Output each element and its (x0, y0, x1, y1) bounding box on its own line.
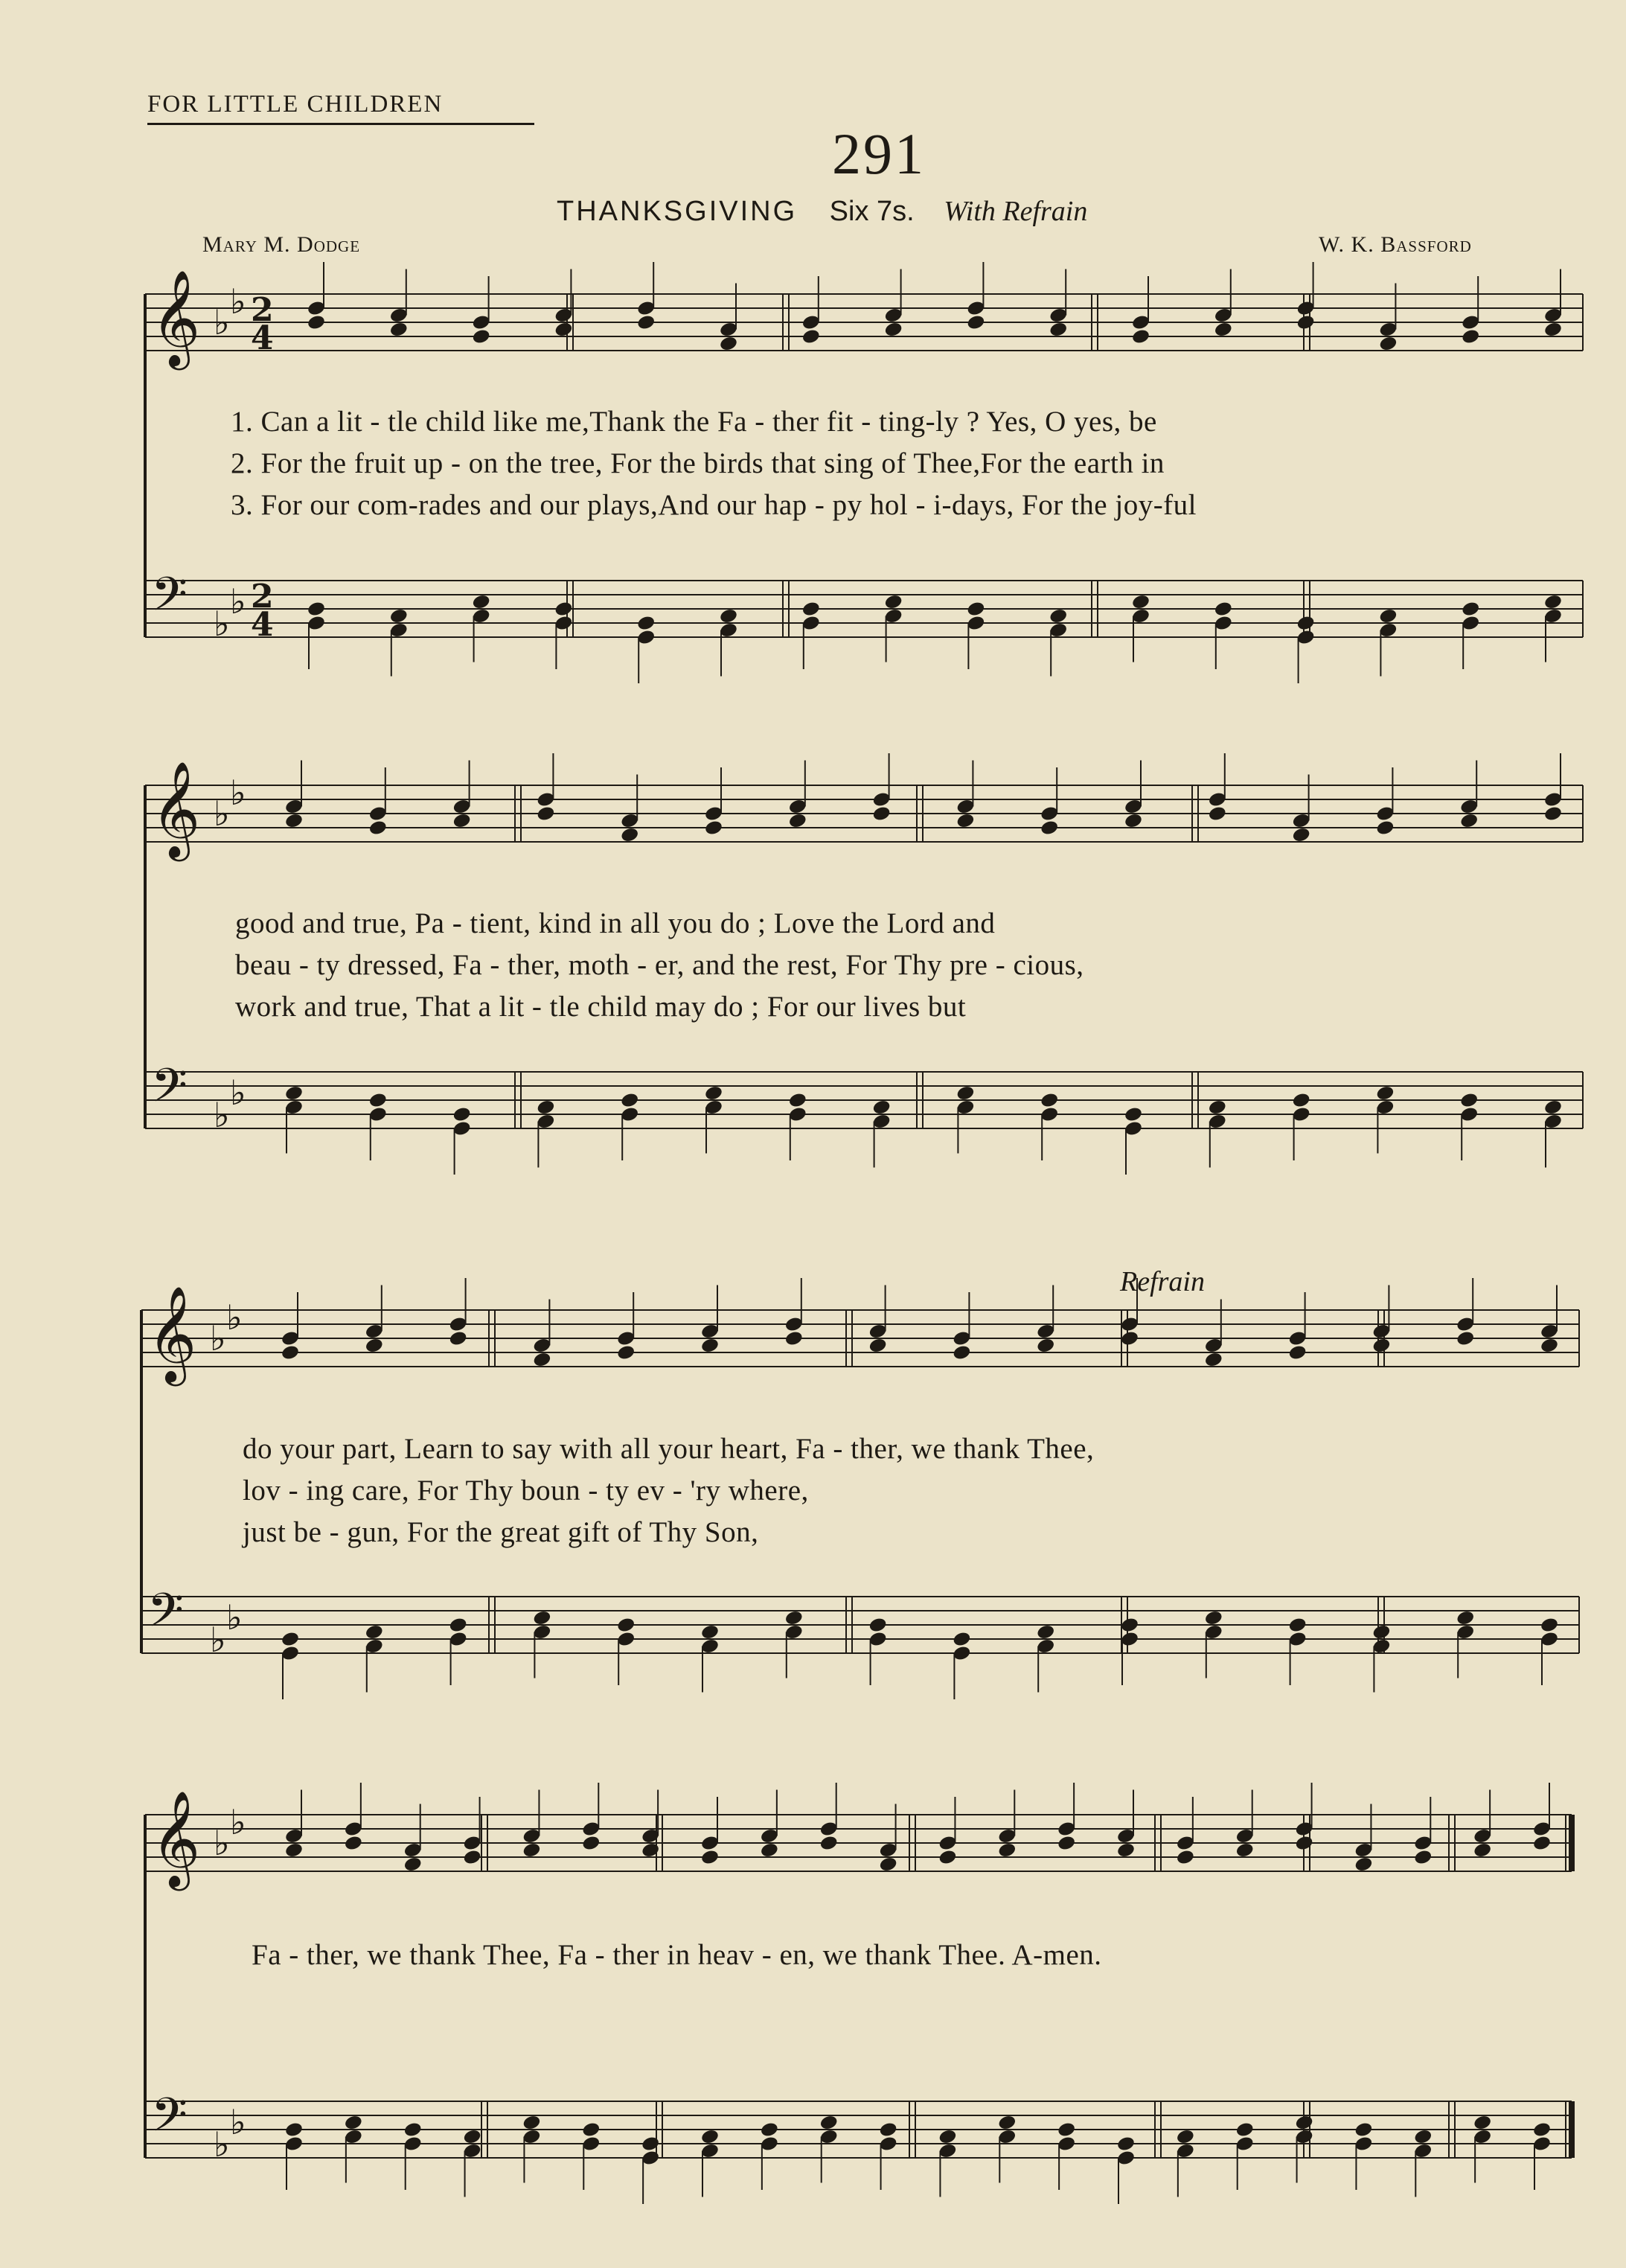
note-head (1131, 328, 1150, 345)
bass-clef: 𝄢 (151, 566, 188, 633)
note-head (1040, 820, 1059, 837)
note-head (956, 1085, 975, 1102)
note-head (872, 805, 892, 822)
note-head (281, 1344, 300, 1361)
note-head (788, 1092, 807, 1109)
note-head (1532, 2121, 1552, 2138)
note-head (1040, 1092, 1059, 1109)
lyric-line: good and true, Pa - tient, kind in all you do ; Love the Lord and (235, 907, 996, 939)
note-head (284, 2121, 304, 2138)
note-head (620, 826, 639, 843)
note-head (878, 1856, 897, 1873)
note-head (1288, 1617, 1307, 1634)
lyric-line: beau - ty dressed, Fa - ther, moth - er, and the rest, For Thy pre - cious, (235, 949, 1084, 981)
note-head (700, 2128, 720, 2145)
note-head (365, 1623, 384, 1641)
note-head (1294, 1835, 1313, 1852)
note-head (462, 1849, 481, 1866)
note-head (868, 1337, 888, 1354)
note-head (1459, 1092, 1479, 1109)
note-head (1288, 1344, 1307, 1361)
note-head (532, 1609, 551, 1626)
note-head (452, 1106, 472, 1123)
note-head (307, 601, 326, 618)
note-head (536, 1099, 555, 1116)
refrain-note: With Refrain (944, 196, 1088, 227)
note-head (1296, 314, 1316, 331)
note-head (1049, 607, 1068, 625)
note-head (389, 321, 409, 338)
note-head (1473, 2114, 1492, 2131)
note-head (449, 1617, 468, 1634)
note-head (1543, 321, 1563, 338)
note-head (472, 593, 491, 610)
lyric-line: 1. Can a lit - tle child like me,Thank the Fa - ther fit - ting-ly ? Yes, O yes, be (231, 406, 1157, 438)
note-head (1371, 1623, 1391, 1641)
note-head (1204, 1351, 1223, 1368)
composer: W. K. Bassford (1319, 232, 1472, 257)
note-head (403, 2121, 423, 2138)
note-head (1214, 321, 1233, 338)
note-head (997, 2114, 1017, 2131)
key-signature-flat: ♭ (230, 2102, 246, 2142)
note-head (1378, 607, 1398, 625)
note-head (1540, 1337, 1559, 1354)
note-head (365, 1337, 384, 1354)
note-head (704, 1085, 723, 1102)
note-head (616, 1344, 636, 1361)
note-head (784, 1330, 804, 1347)
treble-clef: 𝄞 (147, 1285, 197, 1382)
note-head (966, 601, 985, 618)
bass-clef: 𝄢 (151, 1058, 188, 1124)
note-head (1543, 1099, 1563, 1116)
note-head (801, 328, 821, 345)
key-signature-flat: ♭ (226, 1297, 243, 1338)
key-signature-flat: ♭ (210, 1620, 226, 1660)
note-head (956, 812, 975, 829)
note-head (1131, 593, 1150, 610)
section-heading: FOR LITTLE CHILDREN (147, 91, 534, 125)
note-head (1354, 1856, 1373, 1873)
note-head (1120, 1617, 1139, 1634)
note-head (1036, 1623, 1055, 1641)
key-signature-flat: ♭ (210, 1318, 226, 1358)
note-head (1214, 601, 1233, 618)
note-head (872, 1099, 892, 1116)
key-signature-flat: ♭ (214, 604, 230, 644)
note-head (1375, 1085, 1395, 1102)
note-head (719, 607, 738, 625)
note-head (1292, 1092, 1311, 1109)
note-head (760, 1841, 779, 1859)
note-head (522, 1841, 541, 1859)
note-head (1176, 1849, 1195, 1866)
note-head (1413, 1849, 1433, 1866)
note-head (700, 1849, 720, 1866)
note-head (284, 1085, 304, 1102)
note-head (1124, 812, 1143, 829)
bass-clef: 𝄢 (151, 2087, 188, 2153)
note-head (1208, 805, 1227, 822)
note-head (1371, 1337, 1391, 1354)
key-signature-flat: ♭ (226, 1597, 243, 1638)
note-head (641, 1841, 660, 1859)
note-head (784, 1609, 804, 1626)
note-head (1375, 820, 1395, 837)
tune-name: THANKSGIVING (557, 196, 798, 227)
note-head (554, 321, 573, 338)
lyric-line: Fa - ther, we thank Thee, Fa - ther in heav - en, we thank Thee. A-men. (252, 1939, 1102, 1971)
note-head (700, 1623, 720, 1641)
note-head (532, 1351, 551, 1368)
hymn-number: 291 (832, 121, 926, 186)
note-head (1235, 1841, 1255, 1859)
time-signature-lower: 4 (251, 319, 274, 357)
note-head (522, 2114, 541, 2131)
note-head (1473, 1841, 1492, 1859)
note-head (819, 1835, 839, 1852)
note-head (1176, 2128, 1195, 2145)
note-head (801, 601, 821, 618)
key-signature-flat: ♭ (214, 2124, 230, 2165)
note-head (1461, 328, 1480, 345)
key-signature-flat: ♭ (214, 793, 230, 834)
note-head (788, 812, 807, 829)
note-head (344, 1835, 363, 1852)
note-head (1057, 1835, 1076, 1852)
note-head (344, 2114, 363, 2131)
note-head (938, 1849, 957, 1866)
note-head (884, 321, 903, 338)
key-signature-flat: ♭ (214, 1823, 230, 1863)
note-head (1296, 615, 1316, 632)
lyric-line: just be - gun, For the great gift of Thy Son, (243, 1516, 759, 1548)
lyric-line: work and true, That a lit - tle child may do ; For our lives but (235, 991, 967, 1023)
note-head (1292, 826, 1311, 843)
time-signature-upper: 2 (251, 291, 274, 329)
note-head (704, 820, 723, 837)
note-head (1208, 1099, 1227, 1116)
note-head (1120, 1330, 1139, 1347)
note-head (1413, 2128, 1433, 2145)
treble-clef: 𝄞 (151, 269, 201, 366)
key-signature-flat: ♭ (230, 773, 246, 813)
note-head (1540, 1617, 1559, 1634)
note-head (449, 1330, 468, 1347)
note-head (536, 805, 555, 822)
key-signature-flat: ♭ (230, 581, 246, 622)
treble-clef: 𝄞 (151, 1790, 201, 1887)
time-signature-lower: 4 (251, 606, 274, 644)
note-head (1204, 1609, 1223, 1626)
bass-clef: 𝄢 (147, 1582, 184, 1649)
note-head (1532, 1835, 1552, 1852)
note-head (884, 593, 903, 610)
note-head (760, 2121, 779, 2138)
note-head (281, 1631, 300, 1648)
time-signature-upper: 2 (251, 578, 274, 616)
meter: Six 7s. (829, 196, 915, 227)
note-head (368, 1092, 388, 1109)
note-head (952, 1344, 971, 1361)
key-signature-flat: ♭ (214, 302, 230, 342)
note-head (1057, 2121, 1076, 2138)
author: Mary M. Dodge (202, 232, 361, 257)
note-head (389, 607, 409, 625)
note-head (581, 1835, 601, 1852)
note-head (700, 1337, 720, 1354)
note-head (616, 1617, 636, 1634)
note-head (997, 1841, 1017, 1859)
note-head (1124, 1106, 1143, 1123)
note-head (452, 812, 472, 829)
note-head (462, 2128, 481, 2145)
note-head (1459, 812, 1479, 829)
note-head (641, 2136, 660, 2153)
refrain-label: Refrain (1120, 1266, 1205, 1297)
note-head (966, 314, 985, 331)
key-signature-flat: ♭ (214, 1095, 230, 1135)
note-head (1235, 2121, 1255, 2138)
lyric-line: lov - ing care, For Thy boun - ty ev - 'ry where, (243, 1475, 809, 1507)
key-signature-flat: ♭ (230, 1802, 246, 1842)
note-head (952, 1631, 971, 1648)
note-head (472, 328, 491, 345)
treble-clef: 𝄞 (151, 761, 201, 857)
note-head (403, 1856, 423, 1873)
note-head (620, 1092, 639, 1109)
note-head (1116, 1841, 1136, 1859)
note-head (284, 1841, 304, 1859)
note-head (1036, 1337, 1055, 1354)
note-head (1456, 1330, 1475, 1347)
note-head (1294, 2114, 1313, 2131)
note-head (284, 812, 304, 829)
key-signature-flat: ♭ (230, 281, 246, 322)
note-head (819, 2114, 839, 2131)
note-head (368, 820, 388, 837)
note-head (1543, 805, 1563, 822)
note-head (581, 2121, 601, 2138)
note-head (554, 601, 573, 618)
note-head (1049, 321, 1068, 338)
note-head (938, 2128, 957, 2145)
note-head (1456, 1609, 1475, 1626)
note-head (719, 335, 738, 352)
note-head (1354, 2121, 1373, 2138)
note-head (878, 2121, 897, 2138)
note-head (1461, 601, 1480, 618)
note-head (868, 1617, 888, 1634)
key-signature-flat: ♭ (230, 1073, 246, 1113)
note-head (307, 314, 326, 331)
note-head (1116, 2136, 1136, 2153)
lyric-line: 2. For the fruit up - on the tree, For the birds that sing of Thee,For the earth in (231, 447, 1165, 479)
note-head (636, 615, 656, 632)
note-head (1378, 335, 1398, 352)
note-head (636, 314, 656, 331)
note-head (1543, 593, 1563, 610)
lyric-line: do your part, Learn to say with all your heart, Fa - ther, we thank Thee, (243, 1433, 1095, 1465)
lyric-line: 3. For our com-rades and our plays,And our hap - py hol - i-days, For the joy-ful (231, 489, 1197, 521)
